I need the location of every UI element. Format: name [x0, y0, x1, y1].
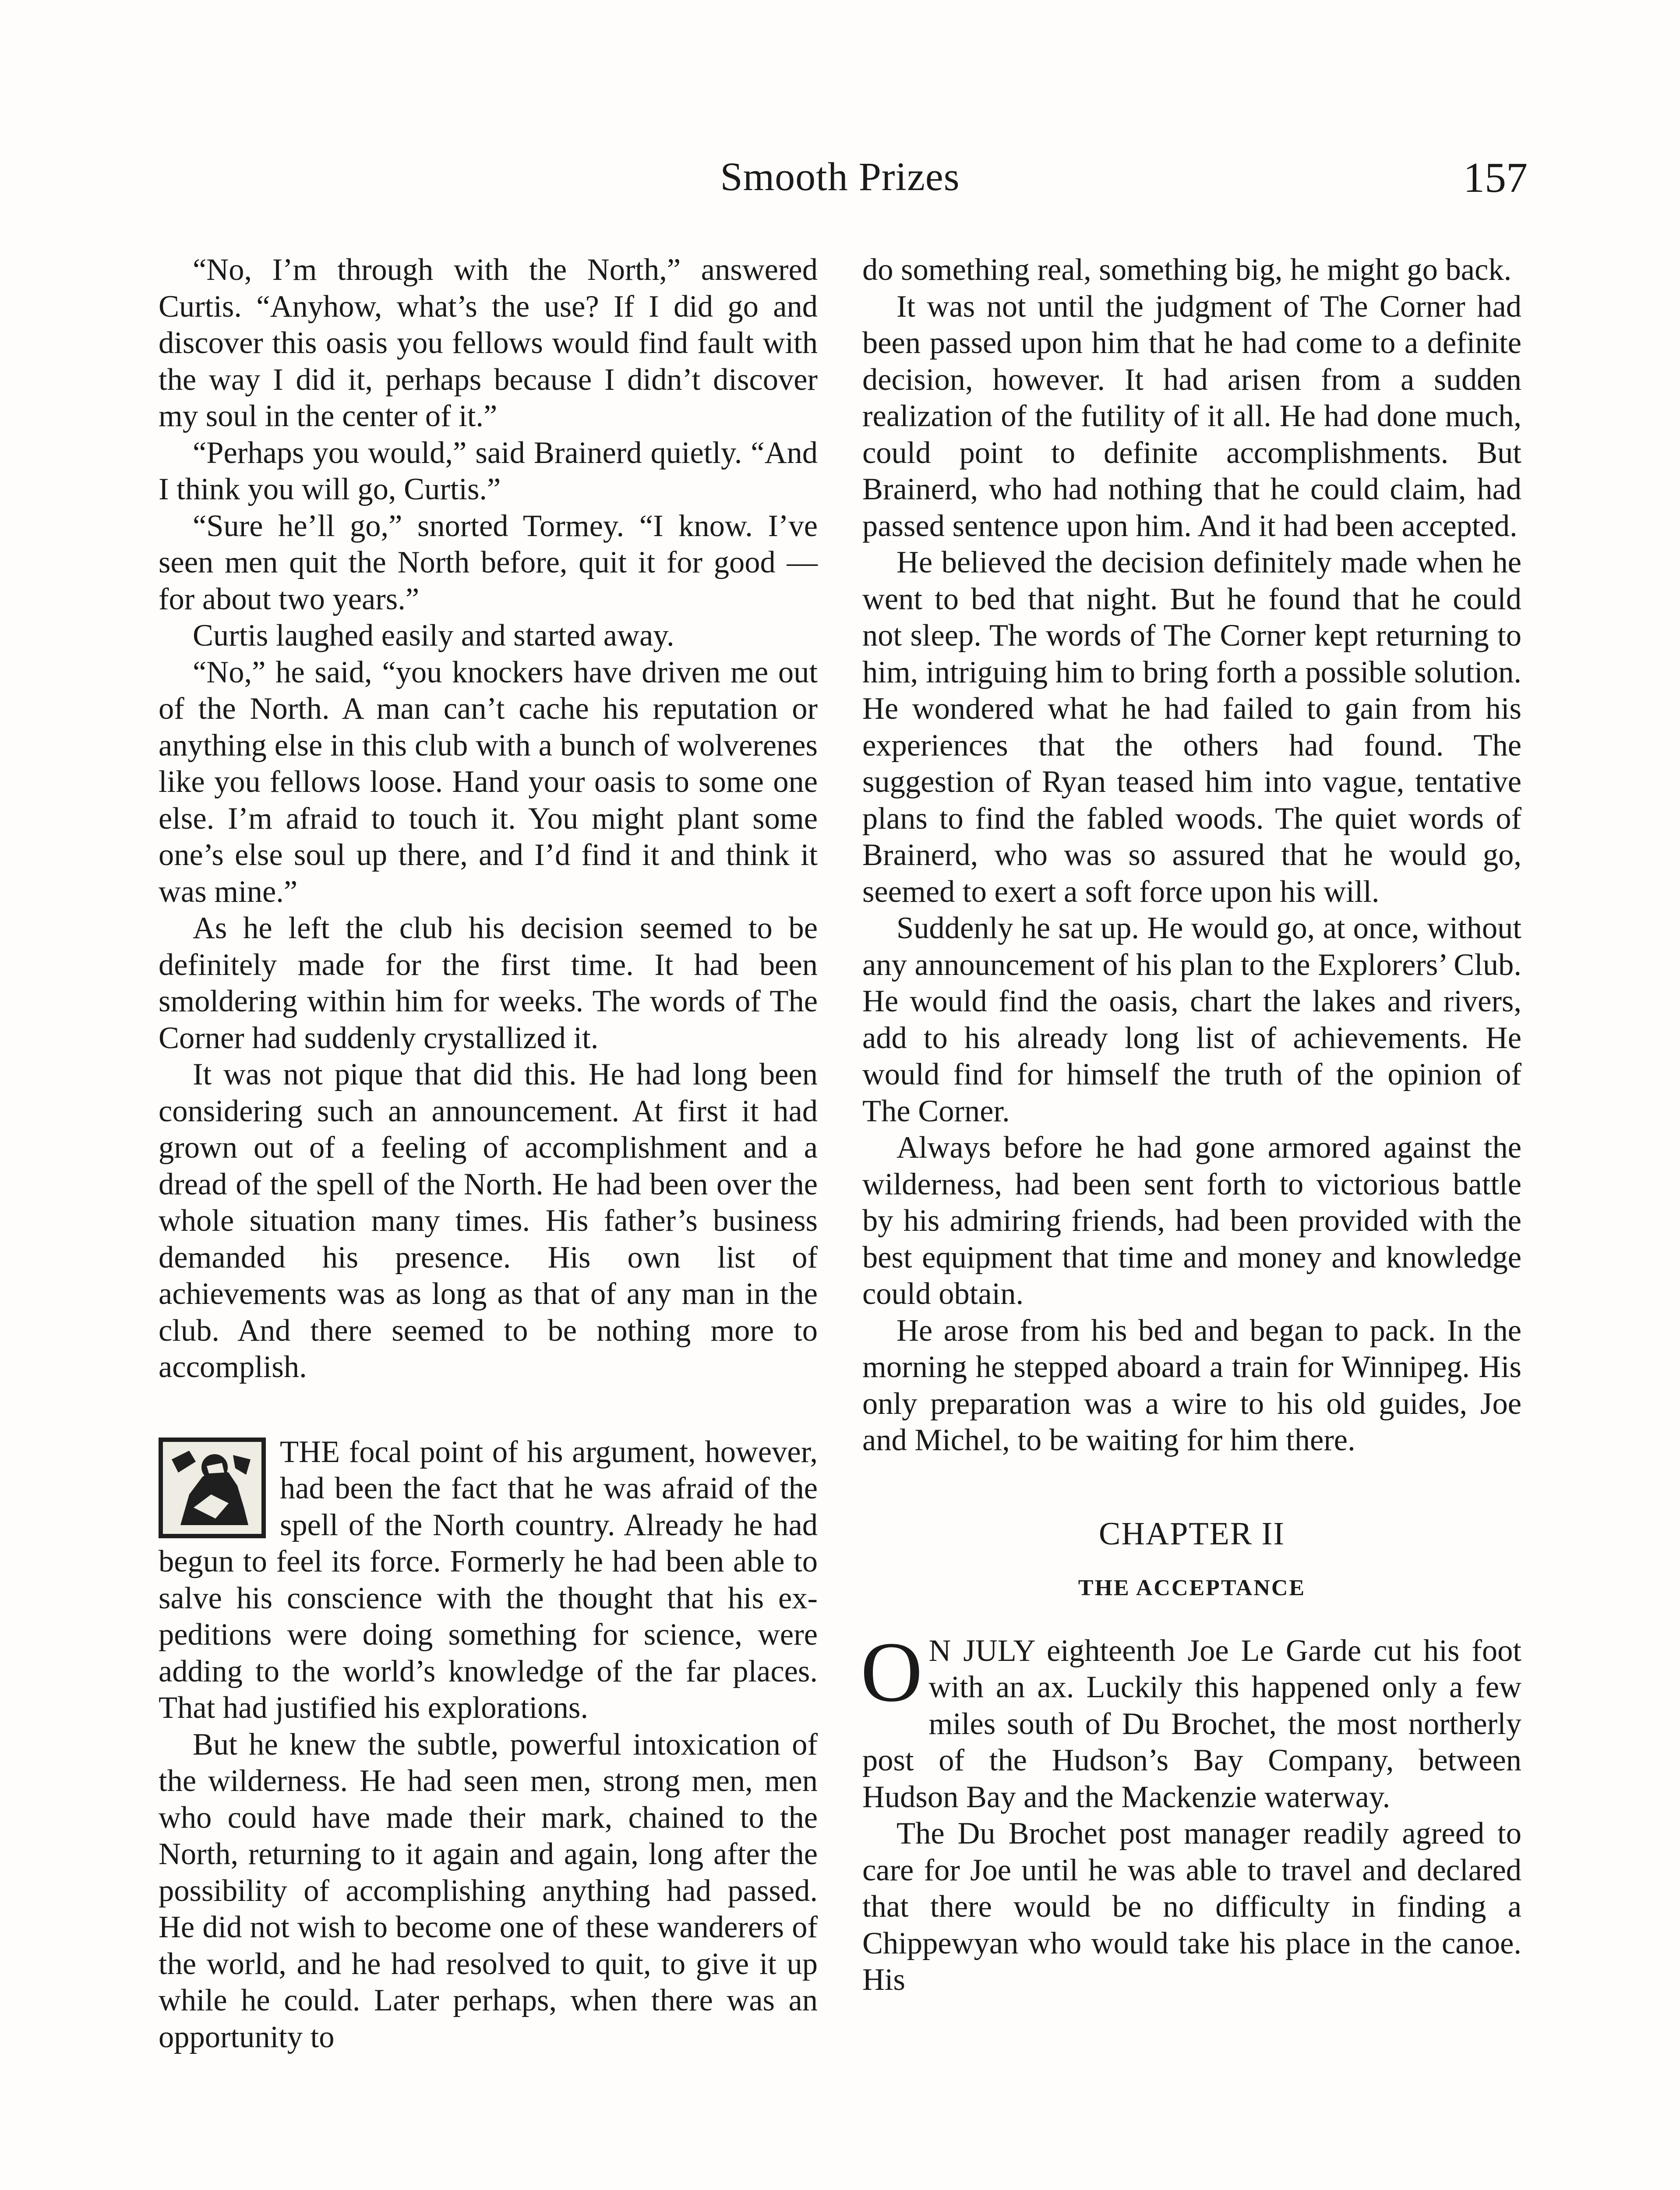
paragraph: It was not until the judgment of The Corner had been passed upon him that he had come to a definite decision, however. It had arisen from a sudden realization of the futility of it all. He had done much, could point to definite accomplishments. But Brainerd, who had nothing that he could claim, had passed sentence upon him. And it had been accepted.: [862, 289, 1521, 543]
woodcut-figure-icon: [159, 1438, 266, 1538]
right-column: [862, 252, 1521, 1999]
chapter-opening: [861, 1624, 1521, 1816]
running-title: Smooth Prizes: [720, 154, 960, 199]
left-column: [159, 252, 818, 2056]
chapter-title: CHAPTER II: [1099, 1515, 1285, 1552]
page-number: 157: [1463, 154, 1528, 201]
paragraph: As he left the club his decision seemed to be definitely made for the first time. It had been smoldering within him for weeks. The words of The Corner had suddenly crystallized it.: [159, 911, 818, 1055]
paragraph: “Sure he’ll go,” snorted Tormey. “I know. I’ve seen men quit the North before, quit it for good — for about two years.”: [159, 509, 818, 616]
section-break-block: [159, 1434, 818, 1727]
paragraph: “No, I’m through with the North,” answered Curtis. “Anyhow, what’s the use? If I did go and discover this oasis you fellows would find fault with the way I did it, perhaps because I didn’t discover my soul in the center of it.”: [159, 253, 818, 433]
paragraph: Curtis laughed easily and started away.: [193, 618, 674, 653]
paragraph: THE focal point of his argument, however, had been the fact that he was afraid of the spell of the North country. Already he had begun to feel its force. Formerly he had been able to salve his conscience with the thought that his expeditions were doing something for science, were adding to the world’s knowledge of the far places. That had justified his explorations.: [159, 1434, 818, 1725]
running-head: [0, 153, 1680, 206]
paragraph: The Du Brochet post manager readily agreed to care for Joe until he was able to travel and declared that there would be no difficulty in finding a Chippewyan who would take his place in the canoe. His: [862, 1816, 1521, 1997]
paragraph: Always before he had gone armored against the wilderness, had been sent forth to victorious battle by his admiring friends, had been provided with the best equipment that time and money and knowledge could obtain.: [862, 1130, 1521, 1311]
paragraph: It was not pique that did this. He had long been considering such an announcement. At first it had grown out of a feeling of accomplishment and a dread of the spell of the North. He had been over the whole situation many times. His father’s business demanded his presence. His own list of achievements was as long as that of any man in the club. And there seemed to be nothing more to accomplish.: [159, 1057, 818, 1384]
drop-cap: O: [861, 1624, 923, 1720]
paragraph: But he knew the subtle, powerful intoxication of the wilderness. He had seen men, strong men, men who could have made their mark, chained to the North, returning to it again and again, long after the possibility of accomplishing anything had passed. He did not wish to become one of these wanderers of the world, and he had resolved to quit, to give it up while he could. Later perhaps, when there was an opportunity to: [159, 1727, 818, 2054]
paragraph: He believed the decision definitely made when he went to bed that night. But he found that he could not sleep. The words of The Corner kept returning to him, intriguing him to bring forth a possible solution. He wondered what he had failed to gain from his experiences that the others had found. The suggestion of Ryan teased him into vague, tentative plans to find the fabled woods. The quiet words of Brainerd, who was so assured that he would go, seemed to exert a soft force upon his will.: [862, 545, 1521, 909]
paragraph: Suddenly he sat up. He would go, at once, without any announcement of his plan to the Explorers’ Club. He would find the oasis, chart the lakes and rivers, add to his already long list of achievements. He would find for himself the truth of the opinion of The Corner.: [862, 911, 1521, 1128]
chapter-subtitle: THE ACCEPTANCE: [1078, 1575, 1306, 1600]
paragraph: “Perhaps you would,” said Brainerd quietly. “And I think you will go, Curtis.”: [159, 435, 818, 506]
paragraph: He arose from his bed and began to pack. In the morning he stepped aboard a train for Winnipeg. His only preparation was a wire to his old guides, Joe and Michel, to be waiting for him there.: [862, 1313, 1521, 1457]
paragraph: “No,” he said, “you knockers have driven me out of the North. A man can’t cache his reputation or anything else in this club with a bunch of wolverenes like you fellows loose. Hand your oasis to some one else. I’m afraid to touch it. You might plant some one’s else soul up there, and I’d find it and think it was mine.”: [159, 655, 818, 909]
paragraph: N JULY eighteenth Joe Le Garde cut his foot with an ax. Luckily this happened only a few miles south of Du Brochet, the most northerly post of the Hudson’s Bay Company, between Hudson Bay and the Mackenzie waterway.: [862, 1633, 1521, 1814]
paragraph: do something real, something big, he might go back.: [862, 253, 1512, 287]
